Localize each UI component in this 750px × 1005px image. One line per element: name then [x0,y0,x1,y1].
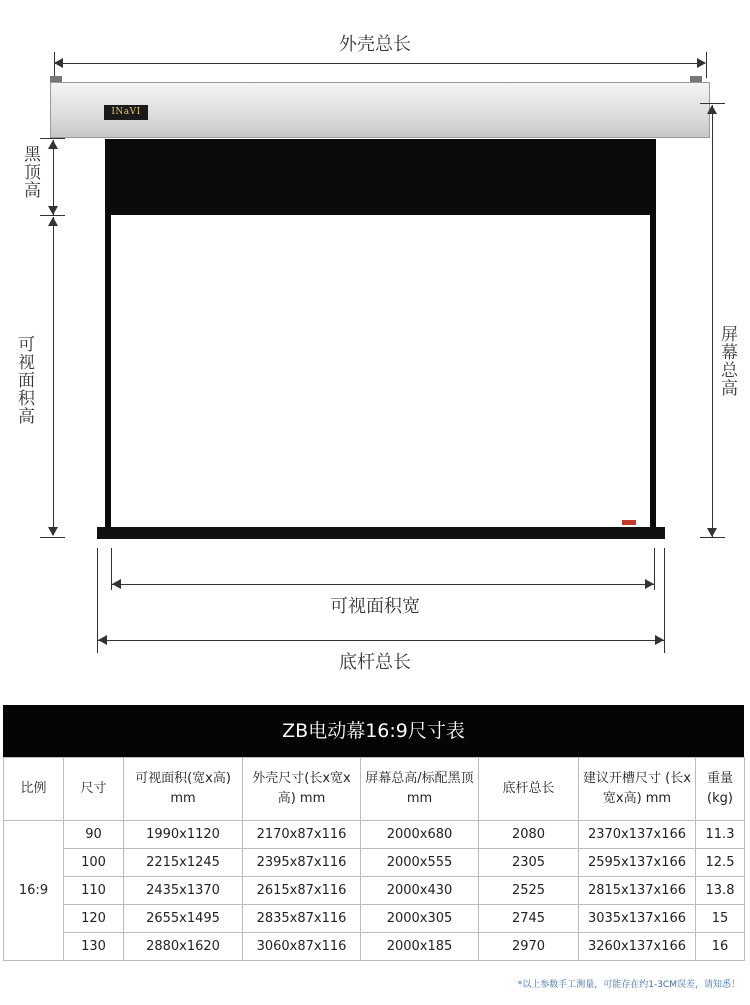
black-top-line [53,140,54,215]
bar-length-label: 底杆总长 [310,648,440,674]
header-cell: 屏幕总高/标配黑顶 mm [361,758,479,821]
bar-length-line [98,640,664,641]
arrow-up-icon [48,217,58,226]
table-header-row [4,758,745,821]
arrow-right-icon [645,579,654,589]
total-height-tick-top [700,103,725,104]
size-cell: 100 [64,849,124,877]
arrow-right-icon [655,635,664,645]
viewable-cell: 2215x1245 [124,849,243,877]
total-height-cell: 2000x555 [361,849,479,877]
arrow-down-icon [707,528,717,537]
table-row [4,933,745,961]
housing-cell: 2170x87x116 [243,821,361,849]
header-cell: 重量 (kg) [696,758,745,821]
black-top-height-label: 黑顶高 [20,145,40,199]
black-top-tick-top [40,138,65,139]
arrow-down-icon [48,527,58,536]
size-cell: 120 [64,905,124,933]
weight-cell: 13.8 [696,877,745,905]
table-row [4,849,745,877]
arrow-left-icon [98,635,107,645]
slot-cell: 2595x137x166 [579,849,696,877]
table-row [4,821,745,849]
viewable-height-label: 可视面积高 [14,335,34,425]
size-cell: 90 [64,821,124,849]
housing-cell: 2835x87x116 [243,905,361,933]
size-table [3,705,744,961]
viewable-width-label: 可视面积宽 [310,592,440,618]
bar-length-tick-right [664,548,665,653]
screen-total-height-label: 屏幕总高 [717,325,737,397]
arrow-right-icon [697,58,706,68]
brand-mark-icon [622,520,636,525]
size-cell: 130 [64,933,124,961]
slot-cell: 3035x137x166 [579,905,696,933]
bar-cell: 2970 [479,933,579,961]
measurement-note: *以上参数手工测量，可能存在约1-3CM误差，请知悉！ [517,980,740,990]
bar-cell: 2305 [479,849,579,877]
size-cell: 110 [64,877,124,905]
viewable-cell: 2655x1495 [124,905,243,933]
viewable-height-line [53,217,54,535]
bottom-bar [97,527,665,539]
table-row [4,905,745,933]
arrow-down-icon [48,206,58,215]
bar-cell: 2525 [479,877,579,905]
viewable-width-tick-right [654,548,655,590]
brand-logo: INaVI [104,105,148,120]
housing-length-line [55,63,705,64]
black-top-tick-bottom [40,215,65,216]
table-row [4,877,745,905]
total-height-line [712,105,713,537]
housing-cell: 2615x87x116 [243,877,361,905]
header-cell: 比例 [4,758,64,821]
ratio-cell: 16:9 [4,821,64,961]
header-cell: 建议开槽尺寸 (长x宽x高) mm [579,758,696,821]
housing-cell: 3060x87x116 [243,933,361,961]
viewable-cell: 2880x1620 [124,933,243,961]
bar-cell: 2080 [479,821,579,849]
size-table-grid [3,757,745,961]
housing-tick-right [706,52,707,78]
header-cell: 外壳尺寸(长x宽x高) mm [243,758,361,821]
header-cell: 尺寸 [64,758,124,821]
arrow-up-icon [707,105,717,114]
weight-cell: 15 [696,905,745,933]
table-title: ZB电动幕16:9尺寸表 [3,705,744,757]
total-height-cell: 2000x185 [361,933,479,961]
header-cell: 底杆总长 [479,758,579,821]
weight-cell: 16 [696,933,745,961]
arrow-left-icon [112,579,121,589]
arrow-left-icon [54,58,63,68]
total-height-tick-bottom [700,537,725,538]
slot-cell: 3260x137x166 [579,933,696,961]
header-cell: 可视面积(宽x高) mm [124,758,243,821]
viewable-width-line [112,584,654,585]
slot-cell: 2815x137x166 [579,877,696,905]
housing-tick-left [54,52,55,78]
viewable-cell: 2435x1370 [124,877,243,905]
viewable-screen [105,215,656,528]
total-height-cell: 2000x680 [361,821,479,849]
weight-cell: 12.5 [696,849,745,877]
total-height-cell: 2000x305 [361,905,479,933]
slot-cell: 2370x137x166 [579,821,696,849]
weight-cell: 11.3 [696,821,745,849]
housing-length-label: 外壳总长 [320,30,430,56]
total-height-cell: 2000x430 [361,877,479,905]
bar-cell: 2745 [479,905,579,933]
viewable-cell: 1990x1120 [124,821,243,849]
housing-cell: 2395x87x116 [243,849,361,877]
viewable-height-tick-bottom [40,537,65,538]
screen-housing [50,82,710,138]
arrow-up-icon [48,140,58,149]
black-top-area [105,139,656,215]
